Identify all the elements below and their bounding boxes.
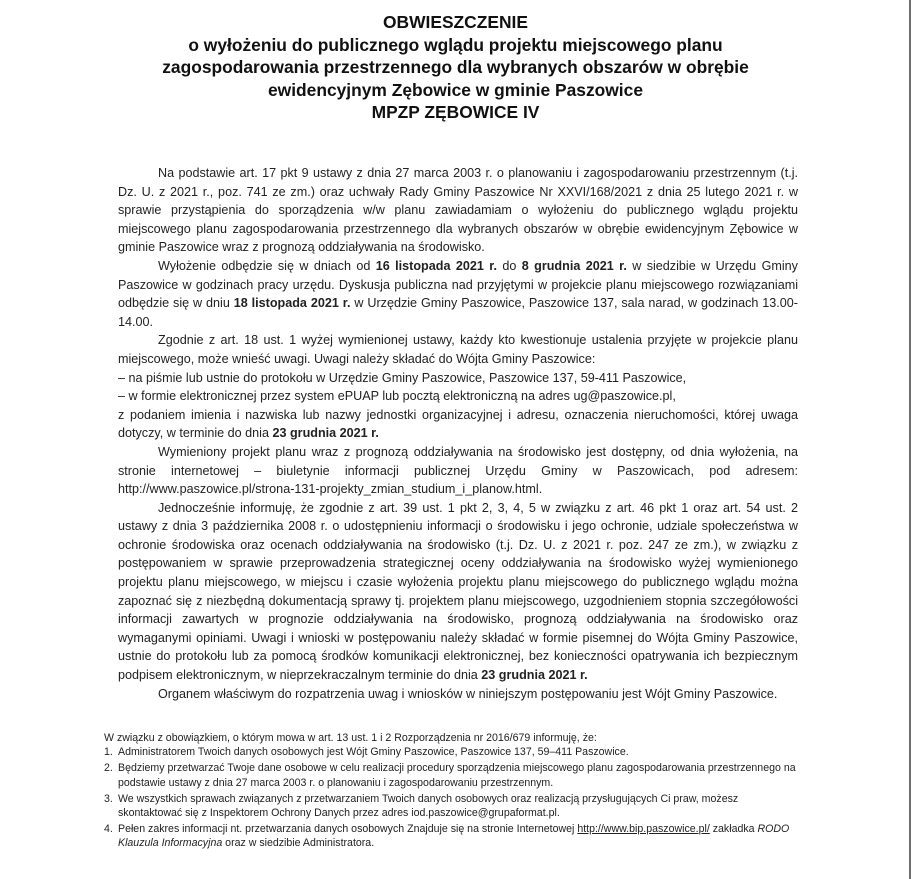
date-deadline: 23 grudnia 2021 r. bbox=[272, 426, 379, 441]
comment-method-paper: – na piśmie lub ustnie do protokołu w Urzędzie Gminy Paszowice, Paszowice 137, 59-411 Paszowice, bbox=[118, 370, 687, 385]
paragraph-comment-deadline: z podaniem imienia i nazwiska lub nazwy jednostki organizacyjnej i adresu, oznaczenia nieruchomości, której uwaga dotyczy, w terminie do dnia 23 grudnia 2021 r. bbox=[118, 407, 798, 441]
list-item: 3. We wszystkich sprawach związanych z przetwarzaniem Twoich danych osobowych oraz realizacją przysługujących Ci praw, możesz skontaktować się z Inspektorem Ochrony Danych przez adres iod.paszowice@grupaformat.pl. bbox=[104, 792, 739, 820]
bip-link[interactable]: http://www.bip.paszowice.pl/ bbox=[577, 823, 710, 836]
paragraph-comments: Zgodnie z art. 18 ust. 1 wyżej wymienionej ustawy, każdy kto kwestionuje ustalenia przyjęte w projekcie planu miejscowego, może wnieść uwagi. Uwagi należy składać do Wójta Gminy Paszowice: bbox=[118, 333, 798, 366]
paragraph-display-dates: Wyłożenie odbędzie się w dniach od 16 listopada 2021 r. do 8 grudnia 2021 r. w siedzibie w Urzędu Gminy Paszowice w godzinach pracy urzędu. Dyskusja publiczna nad przyjętymi w projekcie planu miejscowego rozwiązaniami odbędzie się w dniu 18 listopada 2021 r. w Urzędzie Gminy Paszowice, Paszowice 137, sala narad, w godzinach 13.00-14.00. bbox=[118, 258, 799, 329]
list-item: 1. Administratorem Twoich danych osobowych jest Wójt Gminy Paszowice, Paszowice 137, 59–411 Paszowice. bbox=[104, 746, 629, 759]
rodo-tab-name: RODO Klauzula Informacyjna bbox=[118, 823, 790, 850]
paragraph-legal-basis: Na podstawie art. 17 pkt 9 ustawy z dnia 27 marca 2003 r. o planowaniu i zagospodarowaniu przestrzennym (t.j. Dz. U. z 2021 r., poz. 741 ze zm.) oraz uchwały Rady Gminy Paszowice Nr XXVI/168/2021 z dnia 25 lutego 2021 r. w sprawie przystąpienia do sporządzenia w/w planu zawiadamiam o wyłożeniu do publicznego wglądu projektu miejscowego planu zagospodarowania przestrzennego dla wybranych obszarów w obrębie ewidencyjnym Zębowice w gminie Paszowice wraz z prognozą oddziaływania na środowisko. bbox=[118, 166, 798, 255]
rodo-list bbox=[104, 745, 798, 850]
document-title: OBWIESZCZENIE bbox=[383, 12, 528, 32]
list-item: 4. Pełen zakres informacji nt. przetwarzania danych osobowych Znajduje się na stronie Internetowej http://www.bip.paszowice.pl/ zakładka RODO Klauzula Informacyjna oraz w siedzibie Administratora. bbox=[104, 823, 790, 850]
document-body bbox=[118, 164, 798, 703]
document-header bbox=[0, 11, 911, 124]
date-start: 16 listopada 2021 r. bbox=[375, 258, 497, 273]
paragraph-authority: Organem właściwym do rozpatrzenia uwag i wniosków w niniejszym postępowaniu jest Wójt Gminy Paszowice. bbox=[158, 686, 778, 701]
list-item: 2. Będziemy przetwarzać Twoje dane osobowe w celu realizacji procedury sporządzenia miejscowego planu zagospodarowania przestrzennego na podstawie ustawy z dnia 27 marca 2003 r. o planowaniu i zagospodarowaniu przestrzennym. bbox=[104, 762, 796, 789]
subtitle-line-2: zagospodarowania przestrzennego dla wybranych obszarów w obrębie bbox=[162, 57, 749, 77]
plan-name: MPZP ZĘBOWICE IV bbox=[371, 102, 540, 122]
subtitle-line-3: ewidencyjnym Zębowice w gminie Paszowice bbox=[268, 79, 643, 100]
comment-method-electronic: – w formie elektronicznej przez system ePUAP lub pocztą elektroniczną na adres ug@paszowice.pl, bbox=[118, 389, 676, 404]
rodo-section bbox=[104, 731, 798, 853]
paragraph-availability: Wymieniony projekt planu wraz z prognozą oddziaływania na środowisko jest dostępny, od dnia wyłożenia, na stronie internetowej – biuletynie informacji publicznej Urzędu Gminy w Paszowicach, pod adresem: http://www.paszowice.pl/strona-131-projekty_zmian_studium_i_planow.html. bbox=[118, 444, 798, 497]
rodo-intro: W związku z obowiązkiem, o którym mowa w art. 13 ust. 1 i 2 Rozporządzenia nr 2016/679 informuję, że: bbox=[104, 732, 597, 744]
subtitle-line-1: o wyłożeniu do publicznego wglądu projektu miejscowego planu bbox=[188, 34, 723, 55]
date-env-deadline: 23 grudnia 2021 r. bbox=[481, 668, 588, 683]
date-discussion: 18 listopada 2021 r. bbox=[233, 296, 351, 311]
paragraph-environment: Jednocześnie informuję, że zgodnie z art. 39 ust. 1 pkt 2, 3, 4, 5 w związku z art. 46 pkt 1 oraz art. 54 ust. 2 ustawy z dnia 3 października 2008 r. o udostępnieniu informacji o środowisku i jego ochronie, udziale społeczeństwa w ochronie środowiska oraz ocenach oddziaływania na środowisko (t.j. Dz. U. z 2021 r. poz. 247 ze zm.), w związku z postępowaniem w sprawie przeprowadzenia strategicznej oceny oddziaływania na środowisko wyżej wymienionego projektu planu miejscowego, w miejscu i czasie wyłożenia projektu planu miejscowego do publicznego wglądu można zapoznać się z niezbędną dokumentacją sprawy tj. projektem planu miejscowego, uzgodnieniem stopnia szczegółowości informacji zawartych w prognozie oddziaływania na środowisko, prognozą oddziaływania na środowisko oraz wymaganymi opiniami. Uwagi i wnioski w postępowaniu należy składać w formie pisemnej do Wójta Gminy Paszowice, ustnie do protokołu lub za pomocą środków komunikacji elektronicznej, bez konieczności opatrywania ich bezpiecznym podpisem elektronicznym, w nieprzekraczalnym terminie do dnia 23 grudnia 2021 r. bbox=[118, 500, 798, 683]
date-end: 8 grudnia 2021 r. bbox=[521, 258, 627, 273]
